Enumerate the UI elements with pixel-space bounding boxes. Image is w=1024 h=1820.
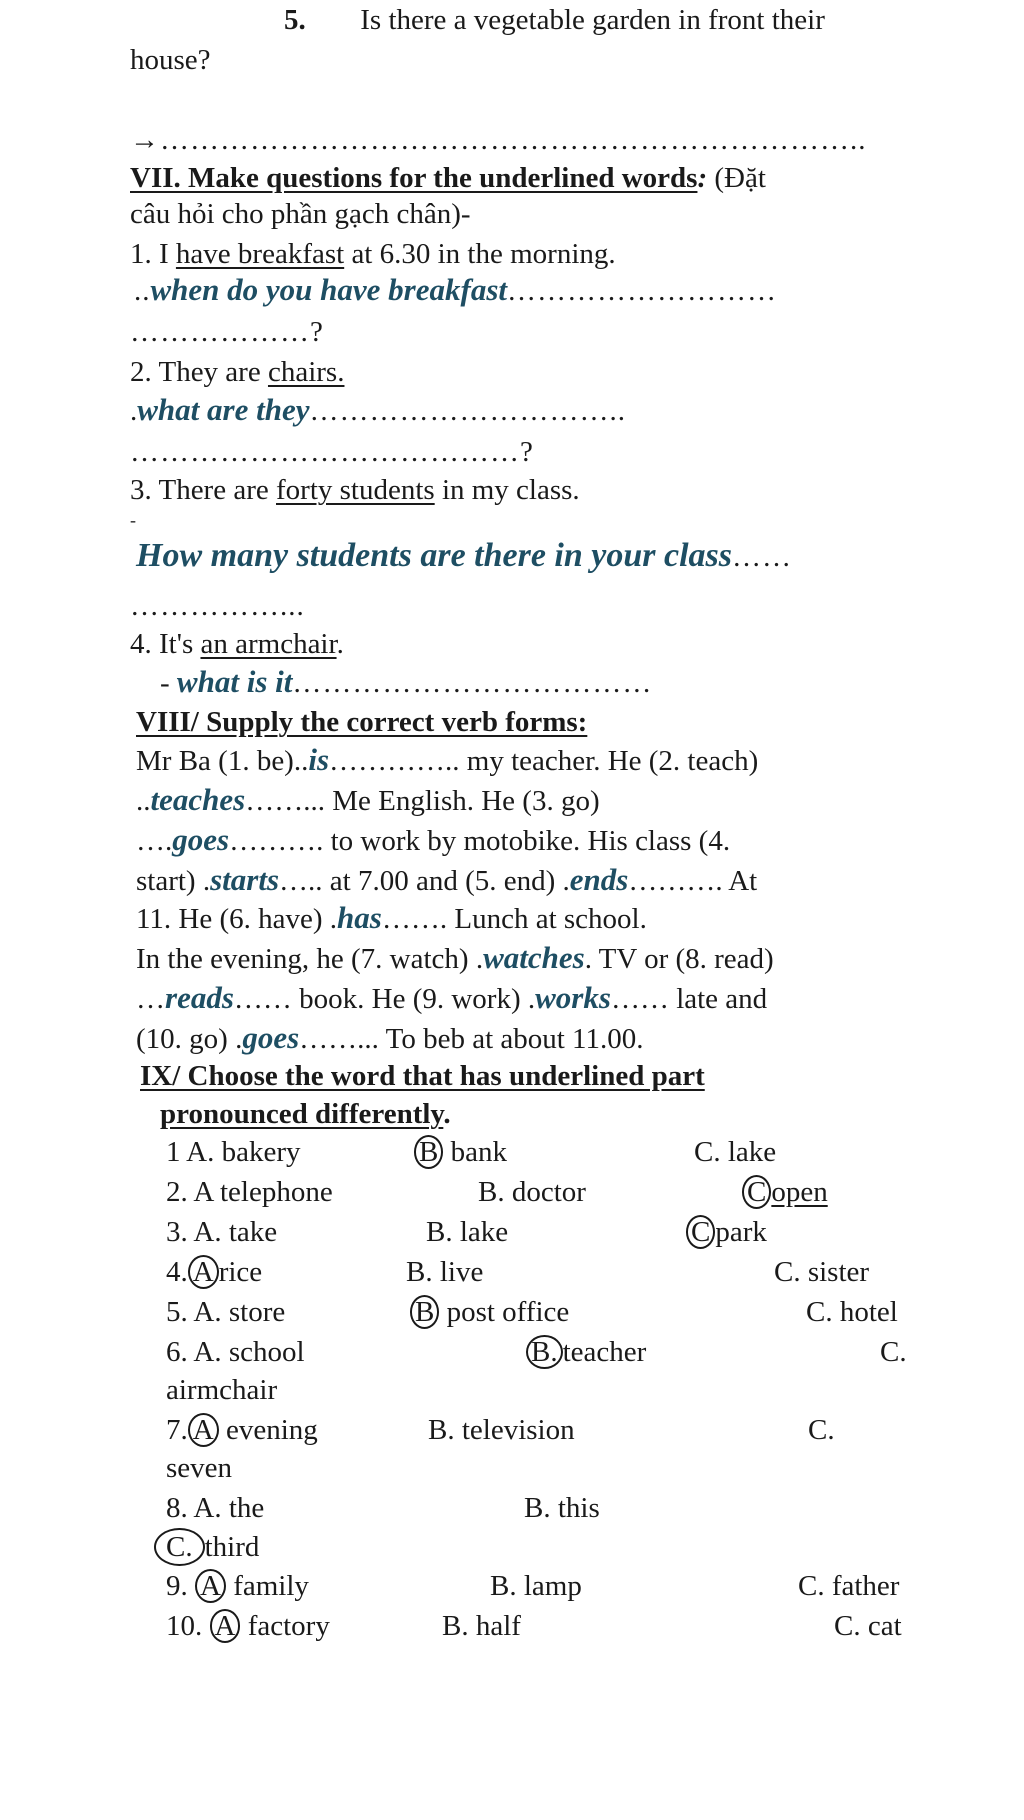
- s8-line3-t1: ….: [136, 825, 173, 857]
- s7-item1-dots: ………………………: [507, 275, 777, 307]
- s8-answer-6: has: [337, 900, 382, 935]
- q5-line2: house?: [130, 44, 211, 76]
- s9-row6-num: 6.: [166, 1336, 194, 1368]
- s9-row6-a-text: A. school: [193, 1336, 305, 1368]
- s8-answer-10: goes: [242, 1020, 300, 1055]
- s9-row8-a: [166, 1490, 264, 1526]
- s9-row2-num: 2.: [166, 1176, 194, 1208]
- section7-subtitle: câu hỏi cho phần gạch chân)-: [130, 198, 471, 230]
- s7-item3-underlined: forty students: [276, 474, 435, 506]
- s9-row6-c: C.: [880, 1336, 907, 1368]
- s8-answer-1: is: [308, 742, 330, 777]
- s9-row3-c-text: park: [715, 1216, 767, 1248]
- s8-line7: [136, 980, 767, 1017]
- s7-item1-underlined: have breakfast: [175, 238, 345, 270]
- s7-item2-underlined: chairs.: [267, 356, 345, 388]
- s9-row7-c: C.: [808, 1414, 835, 1446]
- s8-line8-t2: ……... To beb at about 11.00.: [299, 1023, 644, 1055]
- s7-item2-prefix: 2. They are: [130, 356, 268, 388]
- s9-row1-c: C. lake: [694, 1136, 777, 1168]
- s8-line4-t3: ………. At: [628, 865, 758, 897]
- s7-item2-cont: …………………………………?: [130, 436, 534, 468]
- s8-line2-t2: ……... Me English. He (3. go): [245, 785, 600, 817]
- s9-row1-b-text: bank: [443, 1136, 507, 1168]
- s7-item1-question: [130, 236, 616, 272]
- s9-row1-a-text: A. bakery: [186, 1136, 301, 1168]
- s7-item2-question: [130, 354, 344, 390]
- s9-row6-a: [166, 1334, 305, 1370]
- s8-line5-t2: ……. Lunch at school.: [381, 903, 647, 935]
- s8-line2: [136, 782, 600, 819]
- s9-row6-c-wrap: airmchair: [166, 1374, 278, 1406]
- s7-item3-suffix: in my class.: [434, 474, 580, 506]
- s9-row2-c: [742, 1174, 828, 1210]
- section9-title-end: .: [443, 1098, 451, 1130]
- s8-answer-7: watches: [483, 940, 585, 975]
- section7-title: [130, 160, 766, 196]
- s9-row7-a-circle: A: [188, 1413, 219, 1447]
- section9-title-line1: IX/ Choose the word that has underlined part: [140, 1060, 705, 1092]
- s7-item3-prefix: 3. There are: [130, 474, 276, 506]
- s7-item4-question: [130, 626, 344, 662]
- section9-title-text: pronounced differently: [160, 1098, 444, 1130]
- s9-row5-num: 5.: [166, 1296, 194, 1328]
- s8-answer-4: starts: [210, 862, 280, 897]
- s7-item4-prefix: 4. It's: [130, 628, 201, 660]
- q5-line1: [284, 2, 825, 38]
- s9-row3-a-text: A. take: [193, 1216, 278, 1248]
- s8-line7-t2: …… book. He (9. work) .: [233, 983, 536, 1015]
- q5-number: 5.: [284, 4, 306, 36]
- s9-row5-c: C. hotel: [806, 1296, 898, 1328]
- s9-row8-c-text: third: [204, 1531, 260, 1563]
- section7-vi-1: (Đặt: [707, 162, 766, 194]
- s9-row4-b: B. live: [406, 1256, 484, 1288]
- s7-item1-suffix: at 6.30 in the morning.: [344, 238, 616, 270]
- s9-row8-c: [154, 1528, 259, 1566]
- s9-row8-a-text: A. the: [193, 1492, 265, 1524]
- s7-item4-suffix: .: [336, 628, 344, 660]
- s9-row2-c-circle: C: [742, 1175, 771, 1209]
- s9-row5-a: [166, 1294, 285, 1330]
- s8-line6: [136, 940, 774, 977]
- s8-line5-t1: 11. He (6. have) .: [136, 903, 338, 935]
- s8-line8-t1: (10. go) .: [136, 1023, 243, 1055]
- s9-row10-a-circle: A: [210, 1609, 241, 1643]
- s7-item2-dots: …………………………..: [309, 395, 626, 427]
- s8-line5: [136, 900, 647, 937]
- s7-item4-answer-line: [160, 664, 652, 701]
- s9-row1-b: [414, 1134, 507, 1170]
- q5-text: Is there a vegetable garden in front their: [360, 4, 825, 36]
- s7-item2-lead: .: [130, 395, 138, 427]
- s9-row2-a: [166, 1174, 333, 1210]
- s9-row2-c-text: open: [771, 1176, 828, 1208]
- s9-row10-a-text: factory: [240, 1610, 330, 1642]
- s8-line4-t2: ….. at 7.00 and (5. end) .: [279, 865, 570, 897]
- s9-row3-b: B. lake: [426, 1216, 509, 1248]
- s7-item1-answer: when do you have breakfast: [150, 272, 507, 307]
- s9-row2-b: B. doctor: [478, 1176, 586, 1208]
- s9-row3-num: 3.: [166, 1216, 194, 1248]
- s7-item3-question: [130, 472, 580, 508]
- s7-item1-lead: ..: [134, 275, 151, 307]
- s9-row4-c: C. sister: [774, 1256, 870, 1288]
- s7-item2-answer-line: [130, 392, 626, 429]
- section7-heading: VII. Make questions for the underlined words: [130, 162, 698, 194]
- s7-item3-answer-line: [136, 538, 792, 575]
- s9-row9-num: 9.: [166, 1570, 195, 1602]
- section8-title: VIII/ Supply the correct verb forms:: [136, 706, 588, 738]
- s9-row3-a: [166, 1214, 277, 1250]
- s8-line8: [136, 1020, 643, 1057]
- s9-row3-c-circle: C: [686, 1215, 715, 1249]
- s9-row7-b: B. television: [428, 1414, 575, 1446]
- s9-row9-a: [166, 1568, 309, 1604]
- s8-line4: [136, 862, 757, 899]
- s8-line3: [136, 822, 730, 859]
- s8-line1-t2: ………….. my teacher. He (2. teach): [329, 745, 759, 777]
- s9-row9-a-circle: A: [195, 1569, 226, 1603]
- s8-line4-t1: start) .: [136, 865, 211, 897]
- s9-row10-a: [166, 1608, 330, 1644]
- s9-row4-a-text: rice: [218, 1256, 263, 1288]
- s8-answer-5: ends: [569, 862, 629, 897]
- s7-item1-answer-line: [134, 272, 777, 309]
- s8-line7-t3: …… late and: [610, 983, 768, 1015]
- s9-row9-b: B. lamp: [490, 1570, 582, 1602]
- s9-row9-a-text: family: [225, 1570, 309, 1602]
- s8-line1-t1: Mr Ba (1. be)..: [136, 745, 309, 777]
- s8-line6-t1: In the evening, he (7. watch) .: [136, 943, 484, 975]
- s7-item1-cont: ………………?: [130, 316, 324, 348]
- s8-line7-t1: …: [136, 983, 165, 1015]
- s7-item3-dots: ……: [732, 541, 793, 573]
- s7-item1-prefix: 1. I: [130, 238, 176, 270]
- s7-item4-answer: what is it: [176, 664, 293, 699]
- s9-row10-b: B. half: [442, 1610, 521, 1642]
- s9-row8-num: 8.: [166, 1492, 194, 1524]
- s9-row9-c: C. father: [798, 1570, 900, 1602]
- s9-row1-num: 1: [166, 1136, 187, 1168]
- s9-row5-b-circle: B: [410, 1295, 439, 1329]
- s8-answer-2: teaches: [150, 782, 246, 817]
- s9-row7-c-wrap: seven: [166, 1452, 233, 1484]
- s9-row6-b: [526, 1334, 646, 1370]
- s7-item3-lead: -: [130, 510, 136, 530]
- s9-row7-a-text: evening: [218, 1414, 318, 1446]
- s7-item4-underlined: an armchair: [200, 628, 337, 660]
- s7-item4-lead: -: [160, 667, 177, 699]
- s8-answer-3: goes: [172, 822, 230, 857]
- s8-answer-9: works: [535, 980, 611, 1015]
- s9-row8-c-circle: C.: [154, 1528, 205, 1566]
- s9-row5-b: [410, 1294, 569, 1330]
- s8-line3-t2: ………. to work by motobike. His class (4.: [229, 825, 731, 857]
- s9-row1-b-circle: B: [414, 1135, 443, 1169]
- s9-row3-c: [686, 1214, 767, 1250]
- s9-row7-a: [166, 1412, 318, 1448]
- section9-title-line2: [160, 1096, 451, 1132]
- s7-item4-dots: ………………………………: [292, 667, 653, 699]
- s8-line6-t2: . TV or (8. read): [584, 943, 774, 975]
- s8-line2-t1: ..: [136, 785, 151, 817]
- s8-answer-8: reads: [165, 980, 234, 1015]
- s7-item3-cont: ……………...: [130, 590, 305, 622]
- s9-row8-b: B. this: [524, 1492, 600, 1524]
- s9-row4-num: 4.: [166, 1256, 188, 1288]
- s9-row6-b-text: teacher: [562, 1336, 647, 1368]
- s9-row5-a-text: A. store: [193, 1296, 286, 1328]
- s9-row4-a-circle: A: [188, 1255, 219, 1289]
- s9-row1-a: [166, 1134, 301, 1170]
- q5-answer-line: →……………………………………………………………..: [130, 124, 867, 156]
- s9-row6-b-circle: B.: [526, 1335, 563, 1369]
- section7-colon: :: [697, 162, 708, 194]
- s9-row4-a: [166, 1254, 262, 1290]
- s9-row5-b-text: post office: [439, 1296, 570, 1328]
- s9-row7-num: 7.: [166, 1414, 188, 1446]
- s8-line1: [136, 742, 758, 779]
- s7-item3-answer: How many students are there in your class: [136, 537, 733, 574]
- s9-row10-c: C. cat: [834, 1610, 902, 1642]
- s9-row2-a-text: A telephone: [193, 1176, 333, 1208]
- s7-item2-answer: what are they: [137, 392, 310, 427]
- s9-row10-num: 10.: [166, 1610, 210, 1642]
